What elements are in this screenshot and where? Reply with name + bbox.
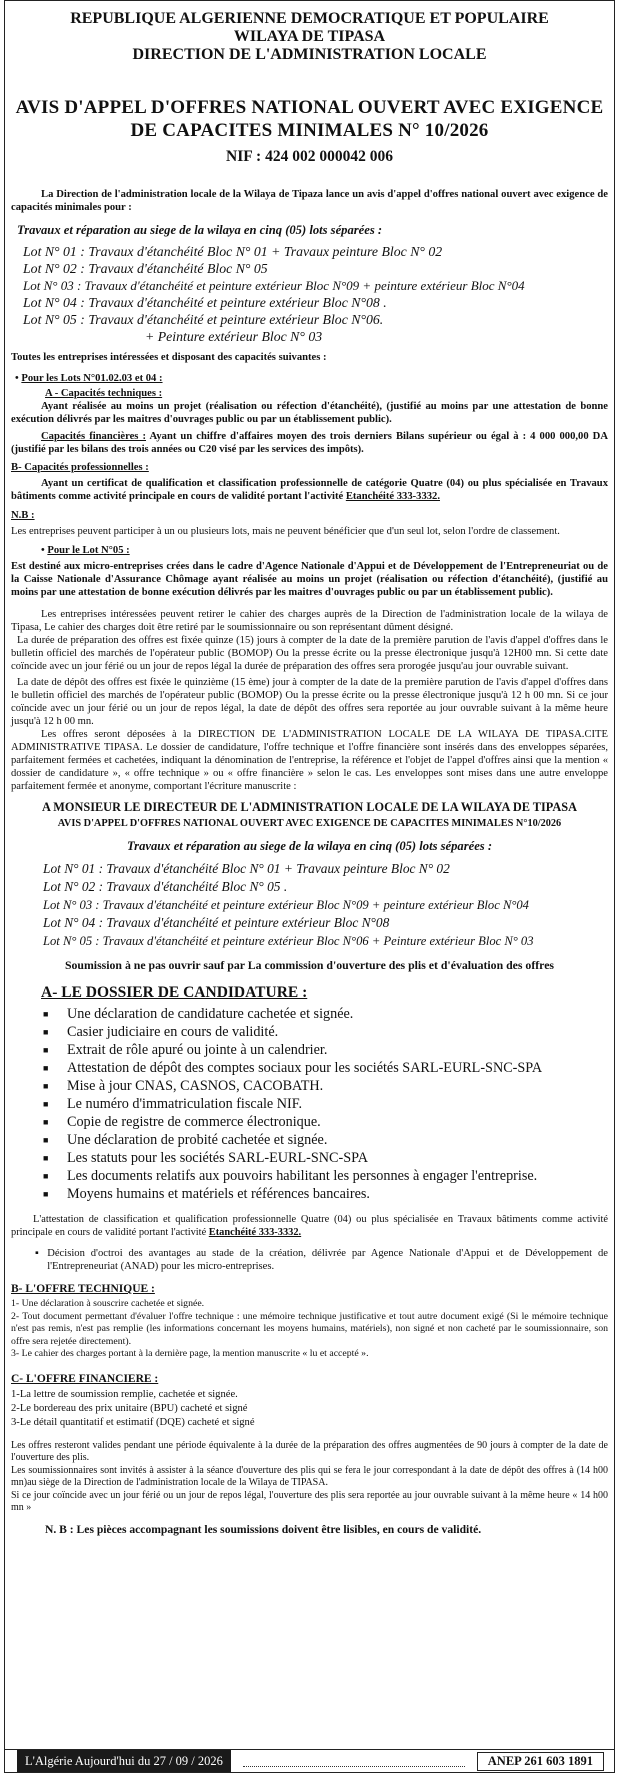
bullet-square-icon: ■ xyxy=(43,1099,49,1109)
publication-date-label: L'Algérie Aujourd'hui du 27 / 09 / 2026 xyxy=(17,1750,231,1772)
bullet-square-icon: ▪ xyxy=(35,1248,39,1259)
closing-opening-session: Les soumissionnaires sont invités à assister à la séance d'ouverture des plis qui se fera le jour correspondant à la date de dépôt des offres à (14 h00 mn)au siège de la Direction de l'administration locale de la Wilaya de TIPASA. xyxy=(11,1464,608,1488)
header-republic: REPUBLIQUE ALGERIENNE DEMOCRATIQUE ET POPULAIRE xyxy=(70,10,549,27)
technical-offer-item: 3- Le cahier des charges portant à la dernière page, la mention manuscrite « lu et accepté ». xyxy=(11,1348,369,1359)
financial-offer-item: 1-La lettre de soumission remplie, cachetée et signée. xyxy=(11,1388,238,1400)
paragraph-deposit: La date de dépôt des offres est fixée le quinzième (15 ème) jour à compter de la date de la première parution de l'avis d'appel d'offres dans le bulletin officiel des marchés de l'opérateur public (BOMOP) Ou la presse écrite ou la presse électronique jusqu'à 12 h 00 mn. Si ce jour coïncide avec un jour férié ou un jour de repos légal, la date de dépôt des offres sera reportée au jour ouvrable suivant à la même heure jusqu'à 12 h 00 mn. xyxy=(11,677,608,727)
header-direction: DIRECTION DE L'ADMINISTRATION LOCALE xyxy=(132,46,487,63)
financial-capacity-text: Capacités financières : Ayant un chiffre d'affaires moyen des trois derniers Bilans supérieur ou égal à : 4 000 000,00 DA (justifié par les bilans des trois années ou C20 visé par les services des impôts). xyxy=(11,431,608,455)
address-line-2: AVIS D'APPEL D'OFFRES NATIONAL OUVERT AVEC EXIGENCE DE CAPACITES MINIMALES N°10/2026 xyxy=(57,818,562,829)
bullet-square-icon: ■ xyxy=(43,1189,49,1199)
final-nb: N. B : Les pièces accompagnant les soumissions doivent être lisibles, en cours de validité. xyxy=(45,1522,482,1536)
lot-item: Lot N° 03 : Travaux d'étanchéité et peinture extérieur Bloc N°09 + peinture extérieur Bloc N°04 xyxy=(43,898,529,912)
header-wilaya: WILAYA DE TIPASA xyxy=(233,28,386,45)
lot-item: Lot N° 04 : Travaux d'étanchéité et peinture extérieur Bloc N°08 . xyxy=(23,295,387,310)
list-item: ■ Moyens humains et matériels et références bancaires. xyxy=(43,1186,370,1202)
closing-validity: Les offres resteront valides pendant une période équivalente à la durée de la préparation des offres augmentées de 90 jours à compter de la date de l'ouverture des plis. xyxy=(11,1439,608,1463)
nb-label: N.B : xyxy=(11,510,35,521)
bullet-square-icon: ■ xyxy=(43,1081,49,1091)
financial-offer-heading: C- L'OFFRE FINANCIERE : xyxy=(11,1372,159,1385)
dossier-heading: A- LE DOSSIER DE CANDIDATURE : xyxy=(41,984,308,1001)
address-line-1: A MONSIEUR LE DIRECTEUR DE L'ADMINISTRATION LOCALE DE LA WILAYA DE TIPASA xyxy=(42,800,577,814)
lot-item: Lot N° 02 : Travaux d'étanchéité Bloc N° 05 xyxy=(23,261,268,276)
subject-line-2: Travaux et réparation au siege de la wilaya en cinq (05) lots séparées : xyxy=(126,839,493,853)
subject-line: Travaux et réparation au siege de la wilaya en cinq (05) lots séparées : xyxy=(17,223,383,237)
notice-title-line2: DE CAPACITES MINIMALES N° 10/2026 xyxy=(130,120,489,141)
footer-bar xyxy=(5,1749,614,1772)
closing-holiday: Si ce jour coïncide avec un jour férié ou un jour de repos légal, l'ouverture des plis sera reportée au jour ouvrable suivant à la même heure « 14 h00 mn » xyxy=(11,1489,608,1513)
technical-capacity-heading: A - Capacités techniques : xyxy=(45,388,163,399)
list-item: ■ Attestation de dépôt des comptes sociaux pour les sociétés SARL-EURL-SNC-SPA xyxy=(43,1060,543,1076)
lot-item: Lot N° 02 : Travaux d'étanchéité Bloc N° 05 . xyxy=(43,879,288,894)
list-item: ■ Le numéro d'immatriculation fiscale NIF. xyxy=(43,1096,303,1112)
anep-reference: ANEP 261 603 1891 xyxy=(477,1752,604,1771)
lot-item: + Peinture extérieur Bloc N° 03 xyxy=(145,329,323,344)
list-item: ■ Extrait de rôle apuré ou jointe à un calendrier. xyxy=(43,1042,328,1058)
tender-notice-page xyxy=(4,0,615,1773)
bullet-square-icon: ■ xyxy=(43,1135,49,1145)
lot-item: Lot N° 03 : Travaux d'étanchéité et peinture extérieur Bloc N°09 + peinture extérieur Bloc N°04 xyxy=(23,278,525,293)
do-not-open-warning: Soumission à ne pas ouvrir sauf par La commission d'ouverture des plis et d'évaluation des offres xyxy=(64,958,555,972)
bullet-icon: • xyxy=(41,545,48,556)
professional-capacity-heading: B- Capacités professionnelles : xyxy=(11,462,149,473)
technical-capacity-text: Ayant réalisée au moins un projet (réalisation ou réfection d'étanchéité), (justifié au moins par une attestation de bonne exécution délivrés par les maitres d'ouvrages public ou par un établissement public). xyxy=(11,401,608,425)
list-item: ■ Copie de registre de commerce électronique. xyxy=(43,1114,321,1130)
notice-title-line1: AVIS D'APPEL D'OFFRES NATIONAL OUVERT AVEC EXIGENCE xyxy=(15,97,604,118)
eligibility-line: Toutes les entreprises intéressées et disposant des capacités suivantes : xyxy=(11,352,327,363)
list-item: ■ Casier judiciaire en cours de validité. xyxy=(43,1024,279,1040)
list-item: ■ Une déclaration de probité cachetée et signée. xyxy=(43,1132,328,1148)
lots-group-heading: • Pour les Lots N°01.02.03 et 04 : xyxy=(15,373,163,384)
dossier-list xyxy=(5,1005,614,1203)
paragraph-duration: La durée de préparation des offres est fixée quinze (15) jours à compter de la date de la première parution de l'avis d'appel d'offres dans le bulletin officiel des marchés de l'opérateur public (BOMOP) Ou la presse écrite ou la presse électronique jusqu'à 12H00 mn. Si cette date coïncide avec un jour férié ou un jour de repos légal la durée de préparation des offres sera prorogée jusqu'au jour ouvrable suivant. xyxy=(11,635,608,672)
lot-item: Lot N° 05 : Travaux d'étanchéité et peinture extérieur Bloc N°06. xyxy=(23,312,384,327)
list-item: ■ Les statuts pour les sociétés SARL-EURL-SNC-SPA xyxy=(43,1150,368,1166)
lot5-heading: • Pour le Lot N°05 : xyxy=(41,545,130,556)
lot-item: Lot N° 01 : Travaux d'étanchéité Bloc N° 01 + Travaux peinture Bloc N° 02 xyxy=(23,244,443,259)
technical-offer-item: 2- Tout document permettant d'évaluer l'offre technique : une mémoire technique justificative et tout autre document exigé (Si le mémoire technique n'est pas remis, n'est pas remplie (les informations concernant les moyens humains, matériels), non signé et non cacheté par le soumissionnaire, son offre sera rejetée directement). xyxy=(11,1310,608,1347)
technical-offer-item: 1- Une déclaration à souscrire cachetée et signée. xyxy=(11,1298,205,1309)
bullet-square-icon: ■ xyxy=(43,1009,49,1019)
lots-list-2 xyxy=(5,860,614,950)
anad-decision: ▪ Décision d'octroi des avantages au stade de la création, délivrée par Agence Nationale d'Appui et de Développement de l'Entrepreneuriat (ANAD) pour les micro-entreprises. xyxy=(35,1248,608,1272)
financial-offer-item: 3-Le détail quantitatif et estimatif (DQE) cacheté et signé xyxy=(11,1416,255,1428)
nb-text: Les entreprises peuvent participer à un ou plusieurs lots, mais ne peuvent bénéficier que d'un seul lot, selon l'ordre de classement. xyxy=(11,526,560,537)
professional-capacity-text: Ayant un certificat de qualification et classification professionnelle de catégorie Quatre (04) ou plus spécialisée en Travaux bâtiments comme activité principale en cours de validité portant l'activité Etanchéité 333-3332. xyxy=(11,478,608,502)
list-item: ■ Les documents relatifs aux pouvoirs habilitant les personnes à engager l'entreprise. xyxy=(43,1168,538,1184)
technical-offer-heading: B- L'OFFRE TECHNIQUE : xyxy=(11,1283,155,1295)
lot-item: Lot N° 01 : Travaux d'étanchéité Bloc N° 01 + Travaux peinture Bloc N° 02 xyxy=(43,861,450,876)
lot5-text: Est destiné aux micro-entreprises crées dans le cadre d'Agence Nationale d'Appui et de Développement de l'Entrepreneuriat ou de la Caisse Nationale d'Assurance Chômage ayant réalisée au moins un projet (réalisation ou réfection d'étanchéité), (justifié au moins par une attestation de bonne exécution délivrés par les maitres d'ouvrages public ou par un établissement public). xyxy=(11,561,608,598)
nif-number: NIF : 424 002 000042 006 xyxy=(226,148,393,165)
bullet-square-icon: ■ xyxy=(43,1153,49,1163)
lots-list xyxy=(5,243,614,345)
notice-title xyxy=(5,96,614,142)
bullet-square-icon: ■ xyxy=(43,1063,49,1073)
bullet-square-icon: ■ xyxy=(43,1027,49,1037)
classification-attestation: L'attestation de classification et qualification professionnelle Quatre (04) ou plus spécialisée en Travaux bâtiments comme activité principale en cours de validité portant l'activité Etanchéité 333-3332. xyxy=(11,1214,608,1238)
list-item: ■ Une déclaration de candidature cachetée et signée. xyxy=(43,1006,354,1022)
intro-paragraph: La Direction de l'administration locale de la Wilaya de Tipaza lance un avis d'appel d'offres national ouvert avec exigence de capacités minimales pour : xyxy=(11,189,608,213)
bullet-square-icon: ■ xyxy=(43,1171,49,1181)
bullet-square-icon: ■ xyxy=(43,1045,49,1055)
lot-item: Lot N° 04 : Travaux d'étanchéité et peinture extérieur Bloc N°08 xyxy=(43,915,390,930)
paragraph-envelopes: Les offres seront déposées à la DIRECTION DE L'ADMINISTRATION LOCALE DE LA WILAYA DE TIPASA.CITE ADMINISTRATIVE TIPASA. Le dossier de candidature, l'offre technique et l'offre financière sont insérés dans des enveloppes séparées, parfaitement fermées et cachetées, indiquant la dénomination de l'entreprise, la référence et l'objet de l'appel d'offres ainsi que la mention « dossier de candidature », « offre technique » ou « offre financière » selon le cas. Les enveloppes sont mises dans une autre enveloppe parfaitement fermée et anonyme, comportant l'écriture manuscrite : xyxy=(11,729,608,792)
lot-item: Lot N° 05 : Travaux d'étanchéité et peinture extérieur Bloc N°06 + Peinture extérieur Bloc N° 03 xyxy=(43,934,534,948)
list-item: ■ Mise à jour CNAS, CASNOS, CACOBATH. xyxy=(43,1078,324,1094)
financial-offer-item: 2-Le bordereau des prix unitaire (BPU) cacheté et signé xyxy=(11,1402,248,1414)
header-block xyxy=(5,10,614,64)
bullet-icon: • xyxy=(15,373,22,384)
footer-dotted-divider xyxy=(243,1756,465,1767)
paragraph-retrieval: Les entreprises intéressées peuvent retirer le cahier des charges auprès de la Direction de l'administration locale de la wilaya de Tipasa, Le cahier des charges doit être retiré par le soumissionnaire ou son représentant dûment désigné. xyxy=(11,609,608,633)
bullet-square-icon: ■ xyxy=(43,1117,49,1127)
